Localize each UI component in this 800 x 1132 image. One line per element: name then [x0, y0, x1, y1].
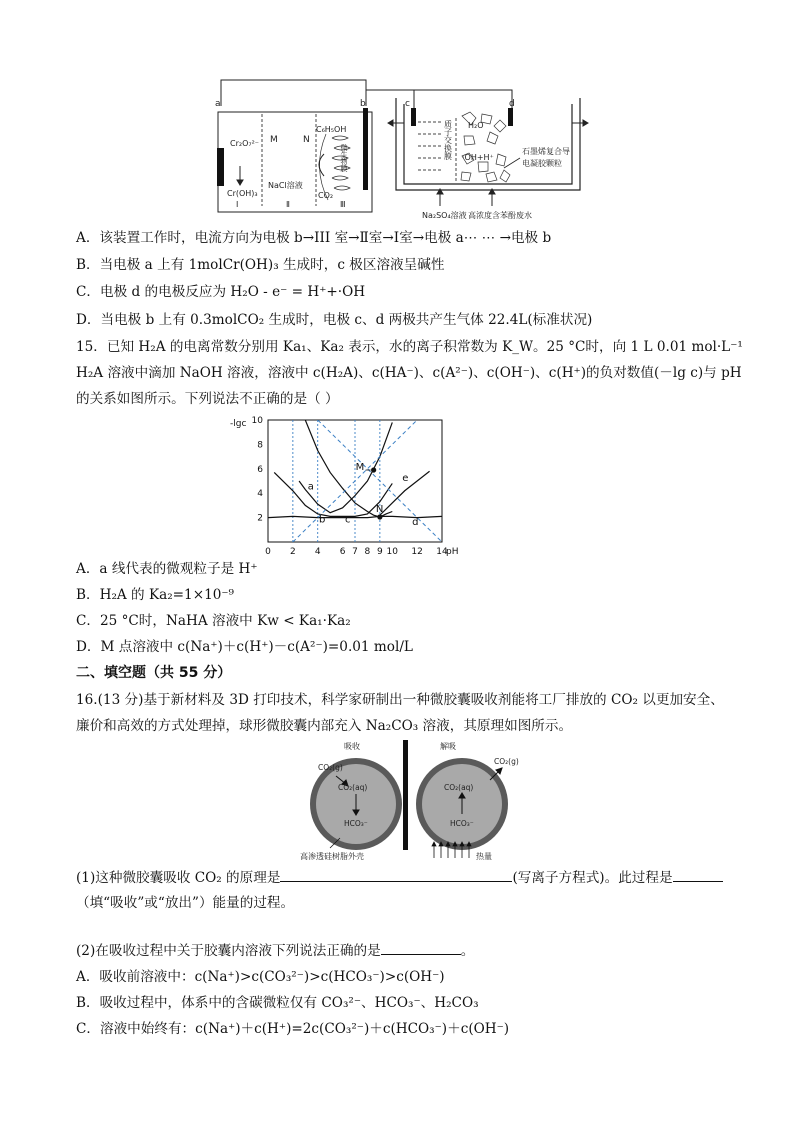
series-label-c: c	[345, 514, 351, 526]
point-label-M: M	[355, 462, 365, 474]
phenol-wastewater-inlet-label: 高浓度含苯酚废水	[468, 211, 532, 220]
q16-part1-equation-blank[interactable]	[280, 869, 512, 882]
x-tick-label-6: 6	[339, 547, 346, 557]
co2-gas-left-label: CO₂(g)	[318, 763, 343, 772]
series-label-a: a	[307, 481, 314, 493]
q16-part1-middle: (写离子方程式)。此过程是	[512, 870, 673, 886]
hydroxyl-radical-label: ·OH+H⁺	[462, 153, 494, 162]
nacl-solution-label: NaCl溶液	[268, 181, 303, 190]
q15-stem-line1: 15．已知 H₂A 的电离常数分别用 Ka₁、Ka₂ 表示，水的离子积常数为 K_W。25 °C时，向 1 L 0.01 mol·L⁻¹	[76, 339, 743, 355]
series-line-d	[293, 412, 442, 542]
y-axis-label: -lgc	[230, 419, 247, 429]
x-axis-label: pH	[446, 547, 459, 557]
hco3-left-label: HCO₃⁻	[344, 819, 368, 828]
series-label-d: d	[412, 516, 419, 528]
section-heading: 二、填空题（共 55 分）	[76, 665, 232, 681]
q15-stem-line3: 的关系如图所示。下列说法不正确的是（ ）	[76, 391, 339, 407]
q16-part2-line	[76, 942, 474, 960]
shell-label: 高渗透硅树脂外壳	[300, 852, 364, 861]
x-tick-label-9: 9	[376, 547, 383, 557]
electrode-d-label: d	[509, 99, 515, 109]
x-tick-label-0: 0	[265, 547, 271, 557]
q14-option-b: B．当电极 a 上有 1molCr(OH)₃ 生成时，c 极区溶液呈碱性	[76, 257, 445, 273]
co2-label: CO₂	[318, 191, 334, 200]
electrode-c-label: c	[405, 99, 410, 109]
q16-part2-answer-blank[interactable]	[381, 942, 461, 955]
co2-gas-right-label: CO₂(g)	[494, 757, 519, 766]
q16-stem-line2: 廉价和高效的方式处理掉，球形微胶囊内部充入 Na₂CO₃ 溶液，其原理如图所示。	[76, 718, 573, 734]
electrode-b-label: b	[360, 99, 366, 109]
release-label: 解吸	[440, 742, 456, 751]
electrode-a-label: a	[215, 99, 221, 109]
point-M	[371, 467, 376, 472]
ph-lgc-chart	[222, 412, 492, 562]
q16-part1-line1	[76, 869, 723, 887]
membrane-n-label: N	[303, 135, 310, 145]
q16-stem-line1: 16.(13 分)基于新材料及 3D 打印技术，科学家研制出一种微胶囊吸收剂能将工厂排放的 CO₂ 以更加安全、	[76, 692, 724, 708]
q14-option-d: D．当电极 b 上有 0.3molCO₂ 生成时，电极 c、d 两极共产生气体 22.4L(标准状况)	[76, 312, 593, 328]
chamber-2-label: Ⅱ	[286, 200, 290, 209]
microbe-film-label: 微生物膜	[340, 144, 348, 172]
y-tick-label-6: 6	[257, 464, 263, 475]
q14-option-a: A．该装置工作时，电流方向为电极 b→III 室→Ⅱ室→Ⅰ室→电极 a⋯ ⋯ →电极 b	[76, 230, 552, 246]
q16-part1-line2: （填“吸收”或“放出”）能量的过程。	[76, 895, 295, 911]
q16-option-a: A．吸收前溶液中：c(Na⁺)>c(CO₃²⁻)>c(HCO₃⁻)>c(OH⁻)	[76, 969, 445, 985]
q16-part1-prompt: (1)这种微胶囊吸收 CO₂ 的原理是	[76, 870, 281, 886]
x-tick-label-10: 10	[386, 547, 399, 557]
x-tick-label-2: 2	[289, 547, 296, 557]
water-label: H₂O	[468, 121, 484, 130]
q16-option-b: B．吸收过程中，体系中的含碳微粒仅有 CO₃²⁻、HCO₃⁻、H₂CO₃	[76, 995, 479, 1011]
q15-option-d: D．M 点溶液中 c(Na⁺)＋c(H⁺)－c(A²⁻)=0.01 mol/L	[76, 639, 413, 655]
y-tick-label-2: 2	[257, 513, 263, 524]
co2-aq-left-label: CO₂(aq)	[338, 783, 368, 792]
co2-aq-right-label: CO₂(aq)	[444, 783, 474, 792]
graphene-label-line2: 电凝胶颗粒	[522, 159, 562, 168]
y-tick-label-10: 10	[251, 416, 263, 426]
x-tick-label-7: 7	[352, 547, 358, 557]
absorb-label: 吸收	[344, 742, 360, 751]
x-tick-label-14: 14	[436, 547, 448, 557]
x-tick-label-8: 8	[364, 547, 371, 557]
q14-option-c: C．电极 d 的电极反应为 H₂O - e⁻ = H⁺+·OH	[76, 284, 366, 300]
y-tick-label-4: 4	[257, 489, 263, 500]
phenol-label: C₆H₅OH	[316, 125, 347, 134]
membrane-m-label: M	[270, 135, 278, 145]
heat-label: 热量	[476, 852, 492, 861]
hco3-right-label: HCO₃⁻	[450, 819, 474, 828]
q15-stem-line2: H₂A 溶液中滴加 NaOH 溶液，溶液中 c(H₂A)、c(HA⁻)、c(A²⁻)、c(OH⁻)、c(H⁺)的负对数值(－lg c)与 pH	[76, 365, 742, 381]
point-N	[377, 514, 382, 519]
series-line-unlabeled-3	[299, 422, 392, 512]
q16-part1-energy-blank[interactable]	[673, 869, 723, 882]
graphene-label-line1: 石墨烯复合导	[522, 147, 570, 156]
proton-membrane-label: 质子交换膜	[443, 120, 453, 160]
electrolysis-diagram	[200, 76, 620, 224]
x-tick-label-4: 4	[314, 547, 321, 557]
q15-option-b: B．H₂A 的 Ka₂=1×10⁻⁹	[76, 587, 235, 603]
chamber-1-label: Ⅰ	[236, 200, 239, 209]
point-label-N: N	[375, 503, 384, 515]
x-tick-label-12: 12	[411, 547, 423, 557]
chamber-3-label: Ⅲ	[340, 200, 346, 209]
q15-option-a: A．a 线代表的微观粒子是 H⁺	[76, 561, 258, 577]
series-line-a	[274, 472, 392, 516]
y-tick-label-8: 8	[257, 440, 263, 451]
na2so4-inlet-label: Na₂SO₄溶液	[422, 211, 467, 220]
series-label-b: b	[318, 514, 326, 526]
q16-option-c: C．溶液中始终有：c(Na⁺)＋c(H⁺)=2c(CO₃²⁻)＋c(HCO₃⁻)＋c(OH⁻)	[76, 1021, 510, 1037]
q15-option-c: C．25 °C时，NaHA 溶液中 Kw < Ka₁·Ka₂	[76, 613, 351, 629]
series-line-e	[293, 412, 442, 542]
dichromate-label: Cr₂O₇²⁻	[230, 139, 260, 148]
chromium-hydroxide-label: Cr(OH)₃	[227, 189, 258, 198]
q16-part2-prompt: (2)在吸收过程中关于胶囊内溶液下列说法正确的是	[76, 943, 381, 959]
series-label-e: e	[402, 473, 409, 484]
microcapsule-diagram	[300, 738, 526, 862]
q16-part2-end: 。	[460, 943, 475, 959]
